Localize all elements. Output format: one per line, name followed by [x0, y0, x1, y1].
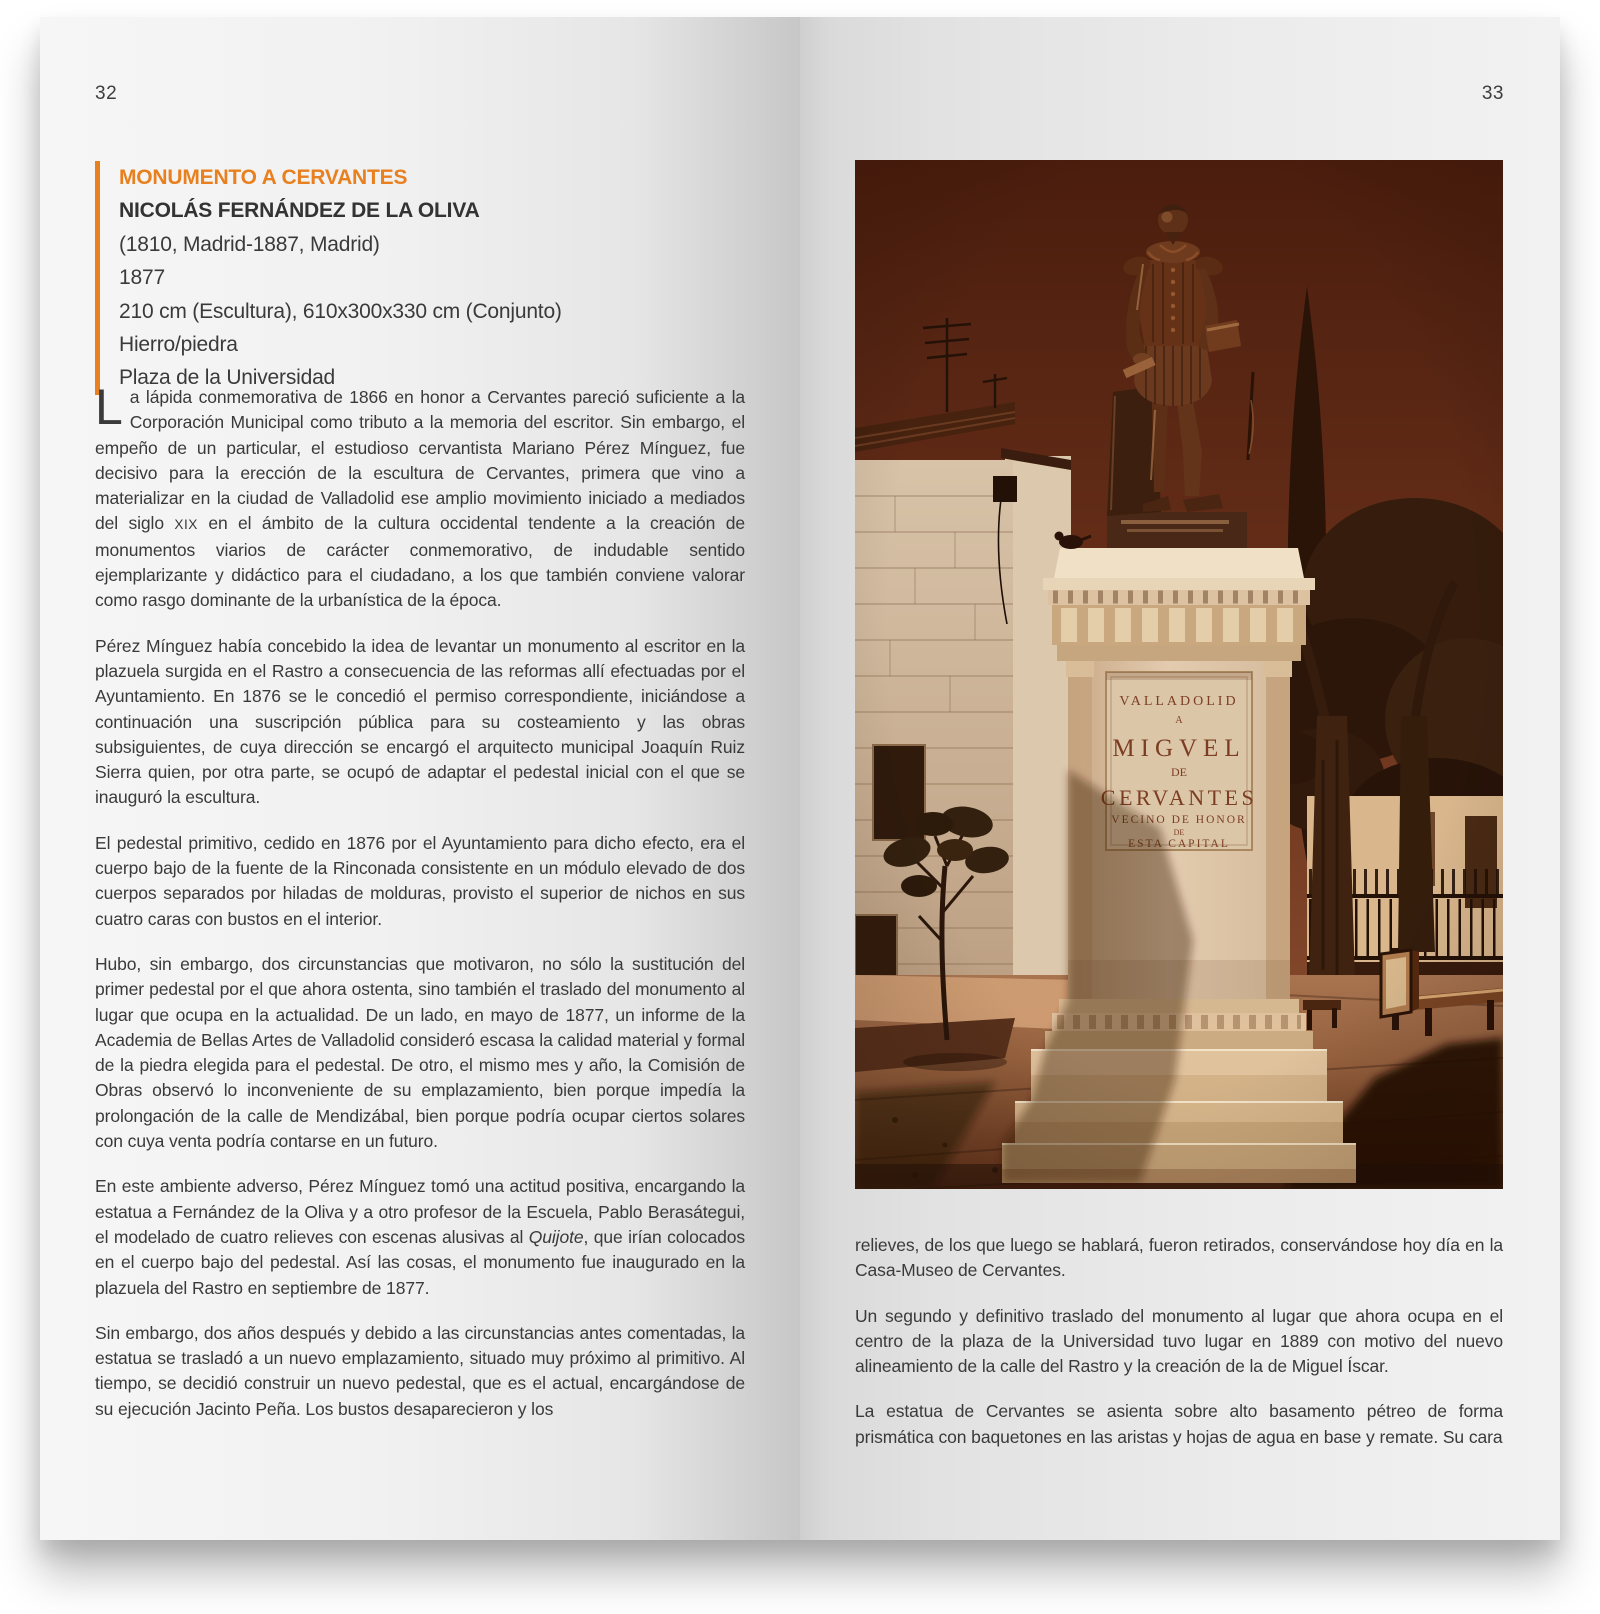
- body-paragraph: Pérez Mínguez había concebido la idea de levantar un monumento al escritor en la plazuela surgida en el Rastro a consecuencia de las reformas allí efectuadas por el Ayuntamiento. En 1876 se le concedió el permiso correspondiente, iniciándose a continuación una suscripción pública para su costeamiento y las obras subsiguientes, de cuya dirección se encargó el arquitecto municipal Joaquín Ruiz Sierra quien, por otra parte, se ocupó de adaptar el pedestal inicial con el que se inauguró la escultura.: [95, 635, 745, 808]
- artist-dates: (1810, Madrid-1887, Madrid): [119, 232, 380, 256]
- left-page-text: [95, 379, 745, 1442]
- body-paragraph: Hubo, sin embargo, dos circunstancias que motivaron, no sólo la sustitución del primer pedestal por el que ahora ostenta, sino también el traslado del monumento al lugar que ocupa en la actualidad. De un lado, en mayo de 1877, un informe de la Academia de Bellas Artes de Valladolid consideró escasa la calidad material y formal de la piedra elegida para el pedestal. De otro, el mismo mes y año, la Comisión de Obras observó lo inconveniente de su emplazamiento, bien porque impedía la prolongación de la calle de Mendizábal, bien porque podría ocupar ciertos solares con cuya venta podría contarse en un futuro.: [95, 953, 745, 1152]
- page-number-right: 33: [1481, 83, 1504, 104]
- right-page-text: [855, 1233, 1503, 1470]
- body-paragraph: El pedestal primitivo, cedido en 1876 por el Ayuntamiento para dicho efecto, era el cuerpo bajo de la fuente de la Rinconada consistente en un módulo elevado de dos cuerpos separados por hiladas de molduras, provisto el superior de nichos en sus cuatro caras con bustos en el interior.: [95, 832, 745, 929]
- page-32: [40, 17, 800, 1540]
- body-paragraph: Un segundo y definitivo traslado del monumento al lugar que ahora ocupa en el centro de la plaza de la Universidad tuvo lugar en 1889 con motivo del nuevo alineamiento de la calle del Rastro y la creación de la de Miguel Íscar.: [855, 1305, 1503, 1377]
- body-paragraph: La estatua de Cervantes se asienta sobre alto basamento pétreo de forma prismática con baquetones en las aristas y hojas de agua en base y remate. Su cara: [855, 1401, 1503, 1447]
- monument-photo: [855, 160, 1503, 1189]
- photo-vignette: [855, 160, 1503, 1189]
- artwork-materials: Hierro/piedra: [119, 333, 238, 357]
- body-paragraph: relieves, de los que luego se hablará, fueron retirados, conservándose hoy día en la Casa-Museo de Cervantes.: [855, 1235, 1503, 1281]
- artwork-title: MONUMENTO A CERVANTES: [119, 166, 408, 189]
- artwork-year: 1877: [119, 266, 165, 290]
- page-33: [800, 17, 1560, 1540]
- artwork-dimensions: 210 cm (Escultura), 610x300x330 cm (Conjunto): [119, 299, 562, 323]
- artist-name: NICOLÁS FERNÁNDEZ DE LA OLIVA: [119, 199, 480, 223]
- page-number-left: 32: [95, 83, 118, 104]
- artwork-header: [95, 161, 739, 395]
- monument-photo-svg: [855, 160, 1503, 1189]
- drop-cap: L: [95, 379, 123, 435]
- artwork-location: Plaza de la Universidad: [119, 366, 336, 390]
- body-paragraph: La lápida conmemorativa de 1866 en honor a Cervantes pareció suficiente a la Corporación Municipal como tributo a la memoria del escritor. Sin embargo, el empeño de un particular, el estudioso cervantista Mariano Pérez Mínguez, fue decisivo para la erección de la escultura de Cervantes, primera que vino a materializar en la ciudad de Valladolid ese amplio movimiento iniciado a mediados del siglo XIX en el ámbito de la cultura occidental tendente a la creación de monumentos viarios de carácter conmemorativo, de indudable sentido ejemplarizante y didáctico para el ciudadano, a los que también conviene valorar como rasgo dominante de la urbanística de la época.: [95, 379, 745, 611]
- body-paragraph: Sin embargo, dos años después y debido a las circunstancias antes comentadas, la estatua se trasladó a un nuevo emplazamiento, situado muy próximo al primitivo. Al tiempo, se decidió construir un nuevo pedestal, que es el actual, encargándose de su ejecución Jacinto Peña. Los bustos desaparecieron y los: [95, 1322, 745, 1419]
- body-paragraph: En este ambiente adverso, Pérez Mínguez tomó una actitud positiva, encargando la estatua a Fernández de la Oliva y a otro profesor de la Escuela, Pablo Berasátegui, el modelado de cuatro relieves con escenas alusivas al Quijote, que irían colocados en el cuerpo bajo del pedestal. Así las cosas, el monumento fue inaugurado en la plazuela del Rastro en septiembre de 1877.: [95, 1176, 745, 1298]
- book-spread: [40, 17, 1560, 1540]
